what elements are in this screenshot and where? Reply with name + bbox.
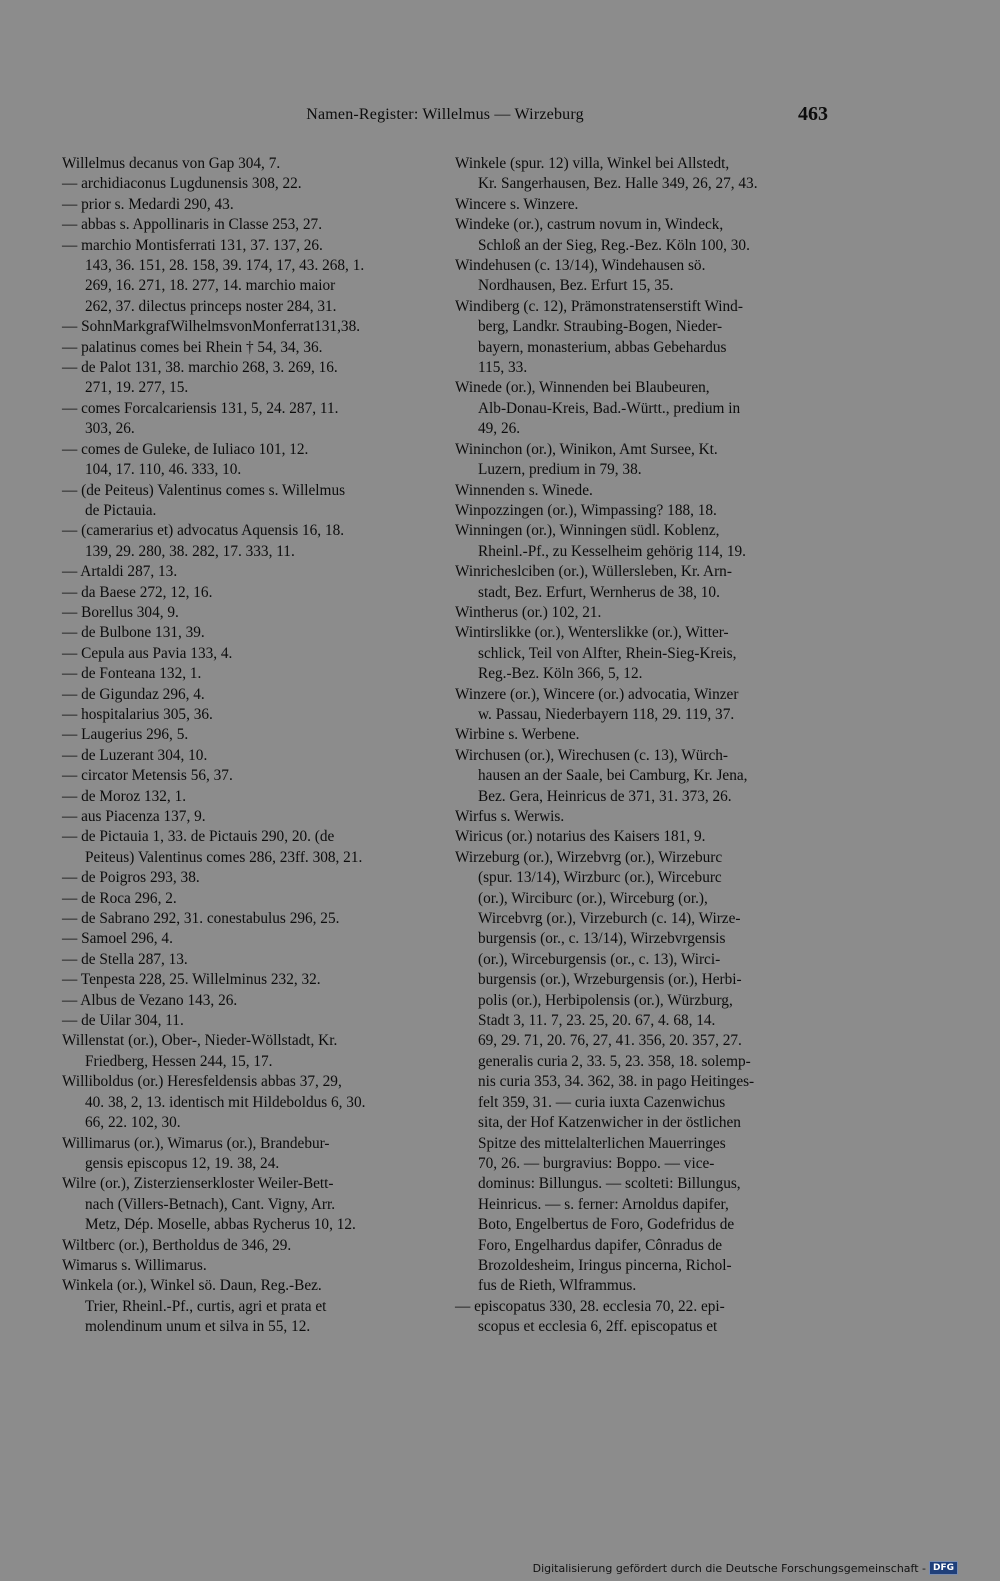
register-line: Wininchon (or.), Winikon, Amt Sursee, Kt. (455, 440, 718, 458)
register-line: (or.), Wirceburgensis (or., c. 13), Wirci- (478, 950, 721, 968)
register-line: Winkele (spur. 12) villa, Winkel bei Allstedt, (455, 155, 730, 172)
register-line: — Albus de Vezano 143, 26. (62, 991, 238, 1009)
register-line: (or.), Wirciburc (or.), Wirceburg (or.), (478, 889, 708, 907)
register-line: burgensis (or.), Wrzeburgensis (or.), Herbi- (478, 971, 742, 989)
register-line: Peiteus) Valentinus comes 286, 23ff. 308, 21. (85, 848, 363, 866)
dfg-logo: DFG (929, 1561, 958, 1575)
register-line: Friedberg, Hessen 244, 15, 17. (85, 1052, 273, 1070)
register-line: — de Roca 296, 2. (62, 889, 177, 907)
page-number: 463 (798, 103, 828, 125)
register-line: Wintirslikke (or.), Wenterslikke (or.), Witter- (455, 624, 729, 642)
register-line: Reg.-Bez. Köln 366, 5, 12. (478, 665, 643, 683)
register-line: Metz, Dép. Moselle, abbas Rycherus 10, 12. (85, 1216, 356, 1234)
register-line: nach (Villers-Betnach), Cant. Vigny, Arr. (85, 1195, 336, 1213)
register-line: Willelmus decanus von Gap 304, 7. (62, 155, 281, 172)
digitization-credit (533, 1561, 958, 1575)
register-line: Williboldus (or.) Heresfeldensis abbas 37, 29, (62, 1073, 342, 1091)
register-line: Willimarus (or.), Wimarus (or.), Brandebur- (62, 1134, 330, 1152)
register-line: nis curia 353, 34. 362, 38. in pago Heitinges- (478, 1073, 755, 1091)
register-line: molendinum unum et silva in 55, 12. (85, 1318, 311, 1336)
left-column (62, 154, 436, 1338)
register-line: — de Bulbone 131, 39. (62, 624, 205, 642)
register-line: — circator Metensis 56, 37. (62, 767, 233, 785)
register-line: hausen an der Saale, bei Camburg, Kr. Jena, (478, 767, 748, 785)
running-title: Namen-Register: Willelmus — Wirzeburg (306, 106, 584, 123)
register-line: polis (or.), Herbipolensis (or.), Würzburg, (478, 991, 733, 1009)
register-line: 303, 26. (85, 420, 135, 438)
register-line: — comes de Guleke, de Iuliaco 101, 12. (62, 440, 309, 458)
register-line: Alb-Donau-Kreis, Bad.-Württ., predium in (478, 399, 741, 417)
credit-text: Digitalisierung gefördert durch die Deutsche Forschungsgemeinschaft - (532, 1561, 926, 1575)
register-line: dominus: Billungus. — scolteti: Billungus, (478, 1175, 741, 1193)
register-line: Wiltberc (or.), Bertholdus de 346, 29. (62, 1236, 292, 1254)
register-line: — archidiaconus Lugdunensis 308, 22. (62, 175, 302, 193)
register-line: — SohnMarkgrafWilhelmsvonMonferrat131,38. (62, 318, 361, 336)
register-line: Wintherus (or.) 102, 21. (455, 603, 602, 621)
register-line: Wiricus (or.) notarius des Kaisers 181, 9. (455, 828, 706, 846)
register-line: fus de Rieth, Wlframmus. (478, 1277, 637, 1295)
register-line: w. Passau, Niederbayern 118, 29. 119, 37. (478, 705, 735, 723)
register-line: Boto, Engelbertus de Foro, Godefridus de (478, 1216, 735, 1234)
register-line: — de Pictauia 1, 33. de Pictauis 290, 20. (de (62, 828, 335, 846)
register-line: — (de Peiteus) Valentinus comes s. Willelmus (62, 481, 346, 499)
register-line: sita, der Hof Katzenwicher in der östlichen (478, 1114, 741, 1132)
register-line: gensis episcopus 12, 19. 38, 24. (85, 1154, 280, 1172)
register-line: 143, 36. 151, 28. 158, 39. 174, 17, 43. 268, 1. (85, 257, 365, 275)
register-line: Wimarus s. Willimarus. (62, 1256, 207, 1274)
register-line: Winricheslciben (or.), Wüllersleben, Kr. Arn- (455, 563, 732, 581)
register-line: generalis curia 2, 33. 5, 23. 358, 18. solemp- (478, 1052, 751, 1070)
register-line: 262, 37. dilectus princeps noster 284, 31. (85, 297, 337, 315)
register-line: Wirchusen (or.), Wirechusen (c. 13), Würch- (455, 746, 729, 764)
register-line: 104, 17. 110, 46. 333, 10. (85, 461, 242, 479)
register-line: — Tenpesta 228, 25. Willelminus 232, 32. (62, 971, 321, 989)
register-line: Stadt 3, 11. 7, 23. 25, 20. 67, 4. 68, 14. (478, 1012, 716, 1030)
register-line: — Artaldi 287, 13. (62, 563, 178, 581)
register-line: Brozoldesheim, Iringus pincerna, Richol- (478, 1256, 732, 1274)
register-line: Winpozzingen (or.), Wimpassing? 188, 18. (455, 501, 717, 519)
register-line: Wilre (or.), Zisterzienserkloster Weiler-Bett- (62, 1175, 334, 1193)
register-line: — (camerarius et) advocatus Aquensis 16, 18. (62, 522, 345, 540)
register-line: — Cepula aus Pavia 133, 4. (62, 644, 233, 662)
register-line: felt 359, 31. — curia iuxta Cazenwichus (478, 1093, 726, 1111)
register-line: Wirzeburg (or.), Wirzebvrg (or.), Wirzeburc (455, 848, 723, 866)
register-line: — Laugerius 296, 5. (62, 726, 189, 744)
register-line: — de Uilar 304, 11. (62, 1012, 184, 1030)
register-line: — de Gigundaz 296, 4. (62, 685, 205, 703)
register-line: burgensis (or., c. 13/14), Wirzebvrgensis (478, 930, 726, 948)
register-line: Windehusen (c. 13/14), Windehausen sö. (455, 257, 706, 275)
register-line: Kr. Sangerhausen, Bez. Halle 349, 26, 27, 43. (478, 175, 758, 193)
register-line: bayern, monasterium, abbas Gebehardus (478, 338, 727, 356)
register-line: 66, 22. 102, 30. (85, 1114, 181, 1132)
register-line: Schloß an der Sieg, Reg.-Bez. Köln 100, 30. (478, 236, 750, 254)
register-line: 271, 19. 277, 15. (85, 379, 189, 397)
register-line: schlick, Teil von Alfter, Rhein-Sieg-Kreis, (478, 644, 737, 662)
register-line: Wircebvrg (or.), Virzeburch (c. 14), Wirze- (478, 910, 741, 928)
register-line: Bez. Gera, Heinricus de 371, 31. 373, 26. (478, 787, 732, 805)
register-line: Windeke (or.), castrum novum in, Windeck, (455, 216, 724, 234)
register-line: — hospitalarius 305, 36. (62, 705, 213, 723)
register-line: (spur. 13/14), Wirzburc (or.), Wirceburc (478, 869, 722, 887)
register-line: Winzere (or.), Wincere (or.) advocatia, Winzer (455, 685, 739, 703)
register-line: — de Luzerant 304, 10. (62, 746, 208, 764)
register-line: Wincere s. Winzere. (455, 195, 579, 213)
register-line: 269, 16. 271, 18. 277, 14. marchio maior (85, 277, 336, 295)
register-line: — de Sabrano 292, 31. conestabulus 296, 25. (62, 910, 340, 928)
register-line: — de Stella 287, 13. (62, 950, 188, 968)
register-line: — de Palot 131, 38. marchio 268, 3. 269, 16. (62, 359, 338, 377)
register-line: Windiberg (c. 12), Prämonstratenserstift Wind- (455, 297, 743, 315)
register-line: — de Moroz 132, 1. (62, 787, 187, 805)
register-line: Winede (or.), Winnenden bei Blaubeuren, (455, 379, 710, 397)
register-line: — abbas s. Appollinaris in Classe 253, 27. (62, 216, 323, 234)
register-line: Winkela (or.), Winkel sö. Daun, Reg.-Bez. (62, 1277, 322, 1295)
register-line: scopus et ecclesia 6, 2ff. episcopatus et (478, 1318, 718, 1336)
register-line: Trier, Rheinl.-Pf., curtis, agri et prata et (85, 1297, 327, 1315)
register-line: Wirbine s. Werbene. (455, 726, 580, 744)
register-line: Foro, Engelhardus dapifer, Cônradus de (478, 1236, 723, 1254)
register-line: 139, 29. 280, 38. 282, 17. 333, 11. (85, 542, 295, 560)
register-line: 40. 38, 2, 13. identisch mit Hildeboldus 6, 30. (85, 1093, 366, 1111)
register-line: Winningen (or.), Winningen südl. Koblenz, (455, 522, 720, 540)
register-line: de Pictauia. (85, 501, 157, 519)
register-line: — marchio Montisferrati 131, 37. 137, 26. (62, 236, 323, 254)
register-line: Winnenden s. Winede. (455, 481, 593, 499)
register-line: Nordhausen, Bez. Erfurt 15, 35. (478, 277, 674, 295)
register-line: Luzern, predium in 79, 38. (478, 461, 642, 479)
register-line: 70, 26. — burgravius: Boppo. — vice- (478, 1154, 715, 1172)
register-line: — Borellus 304, 9. (62, 603, 179, 621)
right-column (455, 154, 829, 1338)
register-line: berg, Landkr. Straubing-Bogen, Nieder- (478, 318, 723, 336)
register-line: — da Baese 272, 12, 16. (62, 583, 213, 601)
register-line: — episcopatus 330, 28. ecclesia 70, 22. epi- (455, 1297, 725, 1315)
register-line: 69, 29. 71, 20. 76, 27, 41. 356, 20. 357, 27. (478, 1032, 742, 1050)
register-line: — Samoel 296, 4. (62, 930, 173, 948)
register-line: — aus Piacenza 137, 9. (62, 808, 206, 825)
register-line: 115, 33. (478, 359, 528, 377)
register-line: 49, 26. (478, 420, 521, 438)
page-header (62, 103, 828, 132)
register-line: Wirfus s. Werwis. (455, 808, 565, 825)
register-line: Heinricus. — s. ferner: Arnoldus dapifer, (478, 1195, 729, 1213)
register-line: Rheinl.-Pf., zu Kesselheim gehörig 114, 19. (478, 542, 746, 560)
register-line: — de Fonteana 132, 1. (62, 665, 202, 683)
register-line: — palatinus comes bei Rhein † 54, 34, 36. (62, 338, 323, 356)
register-line: stadt, Bez. Erfurt, Wernherus de 38, 10. (478, 583, 720, 601)
register-line: — prior s. Medardi 290, 43. (62, 195, 234, 213)
register-line: Willenstat (or.), Ober-, Nieder-Wöllstadt, Kr. (62, 1032, 338, 1050)
register-line: — de Poigros 293, 38. (62, 869, 200, 887)
register-line: Spitze des mittelalterlichen Mauerringes (478, 1134, 726, 1152)
register-line: — comes Forcalcariensis 131, 5, 24. 287, 11. (62, 399, 339, 417)
